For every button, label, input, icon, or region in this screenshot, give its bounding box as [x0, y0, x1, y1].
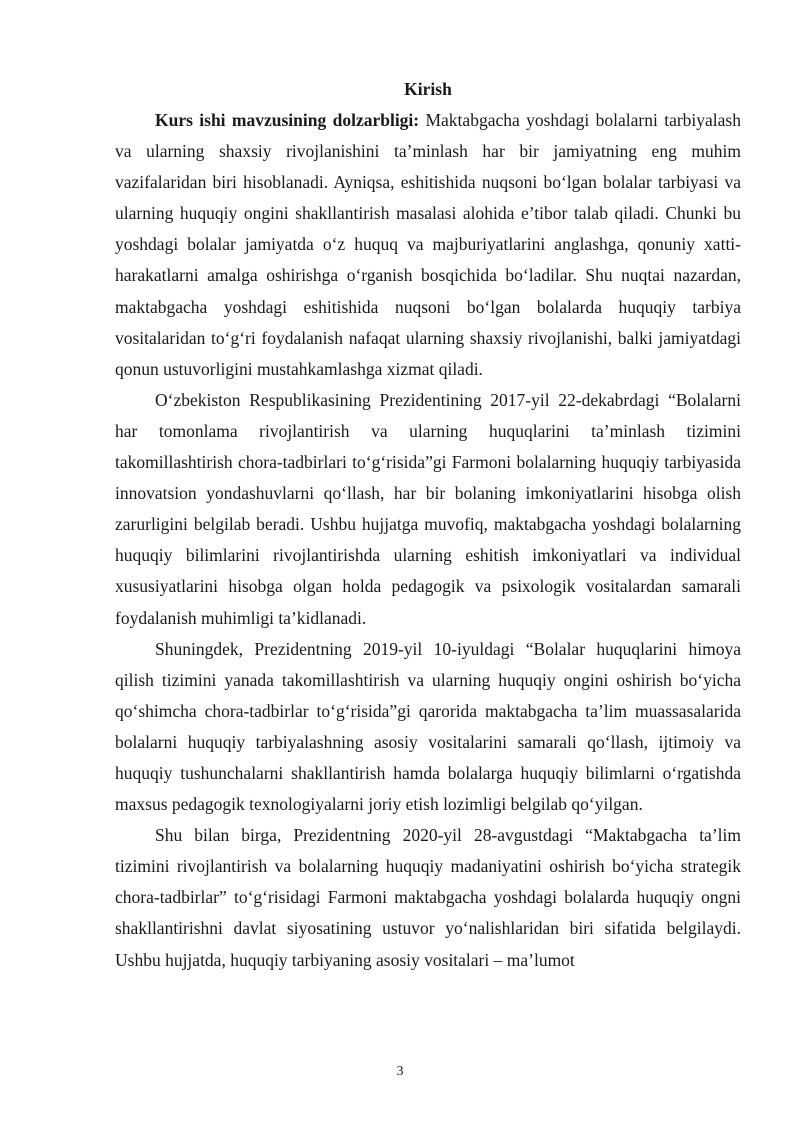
paragraph-relevance: [115, 105, 741, 385]
paragraph-decree-2020: [115, 820, 741, 975]
paragraph-resolution-2019: [115, 634, 741, 821]
paragraph-text: Shuningdek, Prezidentning 2019-yil 10-iyuldagi “Bolalar huquqlarini himoya qilish tizimini yanada takomillashtirish va ularning huquqiy ongini oshirish bo‘yicha qo‘shimcha chora-tadbirlar to‘g‘risida”gi qarorida maktabgacha ta’lim muassasalarida bolalarni huquqiy tarbiyalashning asosiy vositalarini samarali qo‘llash, ijtimoiy va huquqiy tushunchalarni shakllantirish hamda bolalarga huquqiy bilimlarni o‘rgatishda maxsus pedagogik texnologiyalarni joriy etish lozimligi belgilab qo‘yilgan.: [115, 638, 741, 815]
paragraph-decree-2017: [115, 385, 741, 634]
paragraph-text: Maktabgacha yoshdagi bolalarni tarbiyalash va ularning shaxsiy rivojlanishini ta’minlash har bir jamiyatning eng muhim vazifalaridan biri hisoblanadi. Ayniqsa, eshitishida nuqsoni bo‘lgan bolalar tarbiyasi va ularning huquqiy ongini shakllantirish masalasi alohida e’tibor talab qiladi. Chunki bu yoshdagi bolalar jamiyatda o‘z huquq va majburiyatlarini anglashga, qonuniy xatti-harakatlarni amalga oshirishga o‘rganish bosqichida bo‘ladilar. Shu nuqtai nazardan, maktabgacha yoshdagi eshitishida nuqsoni bo‘lgan bolalarda huquqiy tarbiya vositalaridan to‘g‘ri foydalanish nafaqat ularning shaxsiy rivojlanishi, balki jamiyatdagi qonun ustuvorligini mustahkamlashga xizmat qiladi.: [115, 110, 741, 379]
paragraph-text: Shu bilan birga, Prezidentning 2020-yil 28-avgustdagi “Maktabgacha ta’lim tizimini rivojlantirish va bolalarning huquqiy madaniyatini oshirish bo‘yicha strategik chora-tadbirlar” to‘g‘risidagi Farmoni maktabgacha yoshdagi bolalarda huquqiy ongni shakllantirishni davlat siyosatining ustuvor yo‘nalishlaridan biri sifatida belgilaydi. Ushbu hujjatda, huquqiy tarbiyaning asosiy vositalari – ma’lumot: [115, 825, 741, 970]
page-number: 3: [396, 1064, 404, 1079]
paragraph-lead: Kurs ishi mavzusining dolzarbligi:: [155, 110, 420, 130]
paragraph-text: O‘zbekiston Respublikasining Prezidentining 2017-yil 22-dekabrdagi “Bolalarni har tomonlama rivojlantirish va ularning huquqlarini ta’minlash tizimini takomillashtirish chora-tadbirlari to‘g‘risida”gi Farmoni bolalarning huquqiy tarbiyasida innovatsion yondashuvlarni qo‘llash, har bir bolaning imkoniyatlarini hisobga olish zarurligini belgilab beradi. Ushbu hujjatga muvofiq, maktabgacha yoshdagi bolalarning huquqiy bilimlarini rivojlantirishda ularning eshitish imkoniyatlari va individual xususiyatlarini hisobga olgan holda pedagogik va psixologik vositalardan samarali foydalanish muhimligi ta’kidlanadi.: [115, 389, 741, 628]
document-page: [115, 74, 741, 976]
section-heading: Kirish: [404, 79, 452, 99]
